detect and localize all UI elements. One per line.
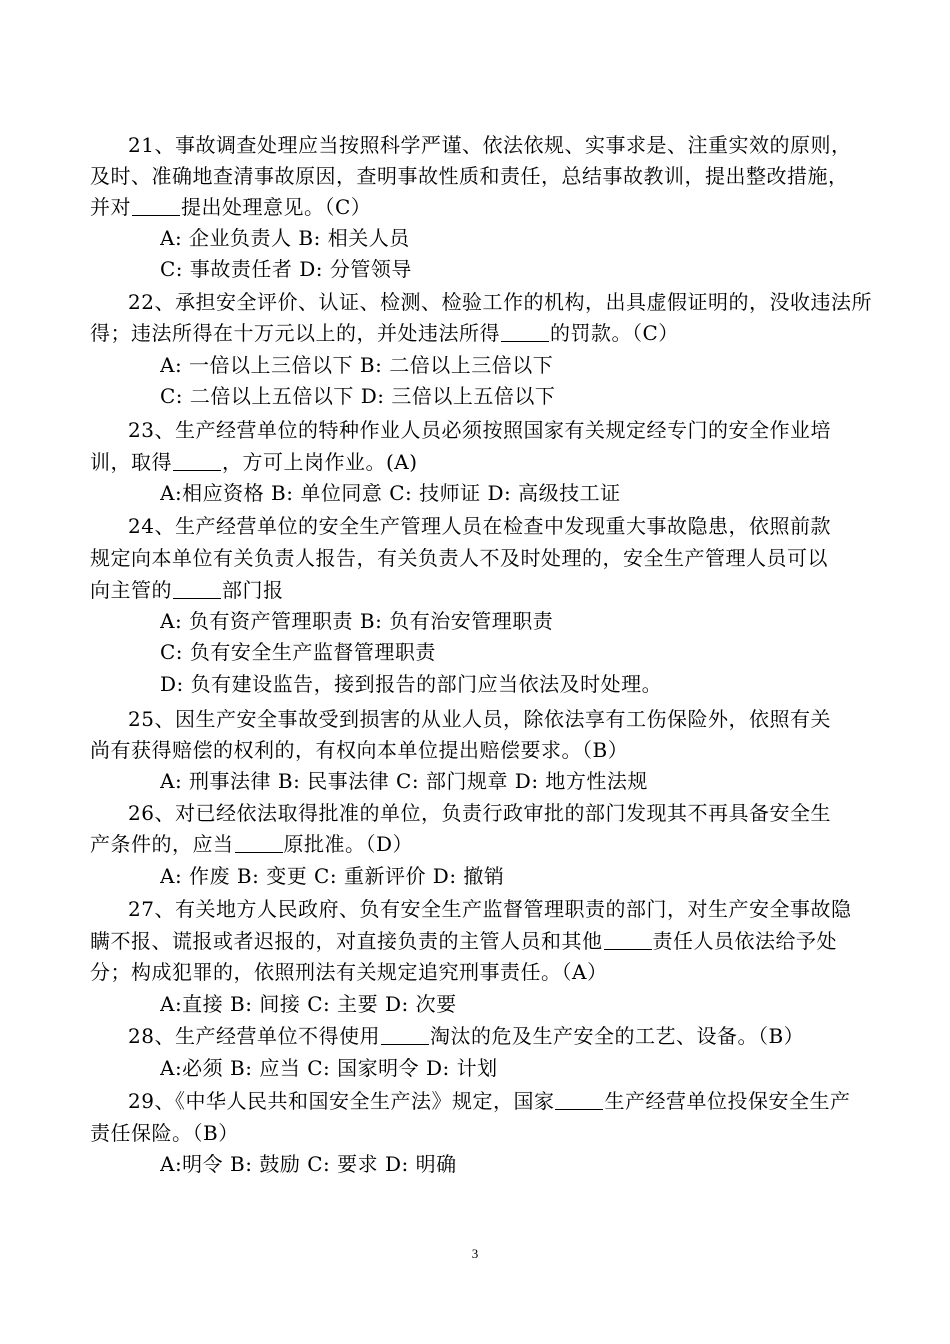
text-after-blank: 提出处理意见。（C） bbox=[181, 195, 372, 219]
question-27-line-1: 27、有关地方人民政府、负有安全生产监督管理职责的部门，对生产安全事故隐 bbox=[128, 897, 852, 921]
question-25-line-2: 尚有获得赔偿的权利的，有权向本单位提出赔偿要求。（B） bbox=[90, 738, 629, 762]
question-21-line-2: 及时、准确地查清事故原因，查明事故性质和责任，总结事故教训，提出整改措施， bbox=[90, 164, 849, 188]
question-23-options-1: A:相应资格 B: 单位同意 C: 技师证 D: 高级技工证 bbox=[160, 481, 621, 505]
question-27-line-2 bbox=[90, 925, 870, 957]
text-before-blank: 产条件的，应当 bbox=[90, 832, 234, 856]
answer-blank bbox=[235, 832, 283, 853]
answer-blank bbox=[555, 1089, 603, 1110]
question-26-line-2 bbox=[90, 828, 870, 860]
question-25-line-1: 25、因生产安全事故受到损害的从业人员，除依法享有工伤保险外，依照有关 bbox=[128, 707, 831, 731]
answer-blank bbox=[501, 321, 549, 342]
text-before-blank: 瞒不报、谎报或者迟报的，对直接负责的主管人员和其他 bbox=[90, 929, 603, 953]
question-27-line-3: 分；构成犯罪的，依照刑法有关规定追究刑事责任。（A） bbox=[90, 960, 608, 984]
question-29-line-1 bbox=[128, 1085, 908, 1117]
question-26-line-1: 26、对已经依法取得批准的单位，负责行政审批的部门发现其不再具备安全生 bbox=[128, 801, 831, 825]
question-29-options-1: A:明令 B: 鼓励 C: 要求 D: 明确 bbox=[160, 1152, 457, 1176]
question-25-options-1: A: 刑事法律 B: 民事法律 C: 部门规章 D: 地方性法规 bbox=[160, 769, 648, 793]
text-after-blank: 淘汰的危及生产安全的工艺、设备。（B） bbox=[429, 1024, 805, 1048]
question-26-options-1: A: 作废 B: 变更 C: 重新评价 D: 撤销 bbox=[160, 864, 505, 888]
question-22-options-1: A: 一倍以上三倍以下 B: 二倍以上三倍以下 bbox=[160, 353, 554, 377]
question-22-line-2 bbox=[90, 317, 870, 349]
text-after-blank: 生产经营单位投保安全生产 bbox=[604, 1089, 851, 1113]
text-before-blank: 并对 bbox=[90, 195, 131, 219]
text-after-blank: 责任人员依法给予处 bbox=[652, 929, 837, 953]
question-24-options-1: A: 负有资产管理职责 B: 负有治安管理职责 bbox=[160, 609, 554, 633]
question-24-line-2: 规定向本单位有关负责人报告，有关负责人不及时处理的，安全生产管理人员可以 bbox=[90, 546, 828, 570]
question-21-options-2: C: 事故责任者 D: 分管领导 bbox=[160, 257, 412, 281]
answer-blank bbox=[173, 450, 221, 471]
question-24-options-2: C: 负有安全生产监督管理职责 bbox=[160, 640, 436, 664]
question-27-options-1: A:直接 B: 间接 C: 主要 D: 次要 bbox=[160, 992, 457, 1016]
question-23-line-1: 23、生产经营单位的特种作业人员必须按照国家有关规定经专门的安全作业培 bbox=[128, 418, 831, 442]
question-24-line-3 bbox=[90, 574, 870, 606]
text-before-blank: 29、《中华人民共和国安全生产法》规定，国家 bbox=[128, 1089, 555, 1113]
text-before-blank: 训，取得 bbox=[90, 450, 172, 474]
text-before-blank: 得；违法所得在十万元以上的，并处违法所得 bbox=[90, 321, 500, 345]
answer-blank bbox=[381, 1024, 429, 1045]
question-28-options-1: A:必须 B: 应当 C: 国家明令 D: 计划 bbox=[160, 1056, 498, 1080]
text-before-blank: 向主管的 bbox=[90, 578, 172, 602]
question-22-options-2: C: 二倍以上五倍以下 D: 三倍以上五倍以下 bbox=[160, 384, 556, 408]
question-23-line-2 bbox=[90, 446, 870, 478]
text-after-blank: 的罚款。（C） bbox=[550, 321, 679, 345]
question-21-line-1: 21、事故调查处理应当按照科学严谨、依法依规、实事求是、注重实效的原则， bbox=[128, 133, 852, 157]
question-21-line-3 bbox=[90, 191, 870, 223]
answer-blank bbox=[173, 578, 221, 599]
text-after-blank: 原批准。（D） bbox=[283, 832, 414, 856]
question-28-line-1 bbox=[128, 1020, 908, 1052]
question-24-options-3: D: 负有建设监告，接到报告的部门应当依法及时处理。 bbox=[160, 672, 663, 696]
question-29-line-2: 责任保险。（B） bbox=[90, 1121, 239, 1145]
text-after-blank: 部门报 bbox=[222, 578, 284, 602]
question-22-line-1: 22、承担安全评价、认证、检测、检验工作的机构，出具虚假证明的，没收违法所 bbox=[128, 290, 872, 314]
question-24-line-1: 24、生产经营单位的安全生产管理人员在检查中发现重大事故隐患，依照前款 bbox=[128, 514, 831, 538]
question-21-options-1: A: 企业负责人 B: 相关人员 bbox=[160, 226, 410, 250]
answer-blank bbox=[132, 195, 180, 216]
text-after-blank: ，方可上岗作业。(A) bbox=[222, 450, 418, 474]
page-number: 3 bbox=[471, 1246, 479, 1261]
text-before-blank: 28、生产经营单位不得使用 bbox=[128, 1024, 380, 1048]
answer-blank bbox=[604, 929, 652, 950]
